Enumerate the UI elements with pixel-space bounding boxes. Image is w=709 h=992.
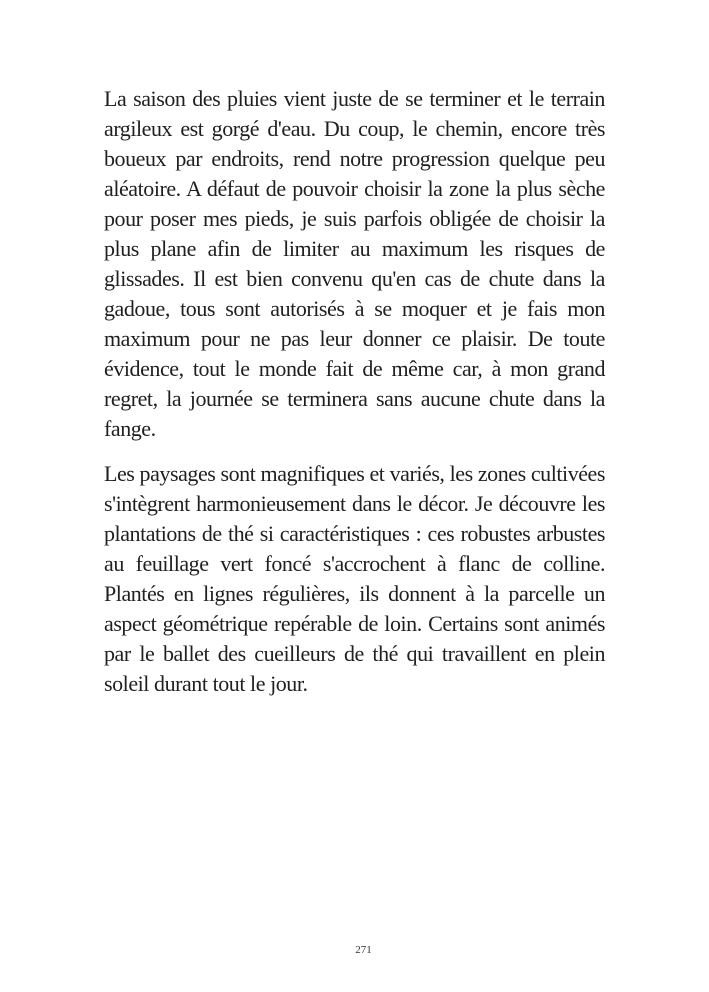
page-number: 271	[355, 944, 372, 956]
body-text	[104, 84, 605, 699]
paragraph-landscapes: Les paysages sont magnifiques et variés, les zones cultivées s'intègrent harmonieusement dans le décor. Je découvre les plantations de thé si caractéristiques : ces robustes arbustes au feuillage vert foncé s'accrochent à flanc de colline. Plantés en lignes régulières, ils donnent à la parcelle un aspect géométrique repérable de loin. Certains sont animés par le ballet des cueilleurs de thé qui travaillent en plein soleil durant tout le jour.	[104, 461, 605, 696]
paragraph-rainy-season: La saison des pluies vient juste de se terminer et le terrain argileux est gorgé d'eau. Du coup, le chemin, encore très boueux par endroits, rend notre progression quelque peu aléatoire. A défaut de pouvoir choisir la zone la plus sèche pour poser mes pieds, je suis parfois obligée de choisir la plus plane afin de limiter au maximum les risques de glissades. Il est bien convenu qu'en cas de chute dans la gadoue, tous sont autorisés à se moquer et je fais mon maximum pour ne pas leur donner ce plaisir. De toute évidence, tout le monde fait de même car, à mon grand regret, la journée se terminera sans aucune chute dans la fange.	[104, 86, 605, 441]
